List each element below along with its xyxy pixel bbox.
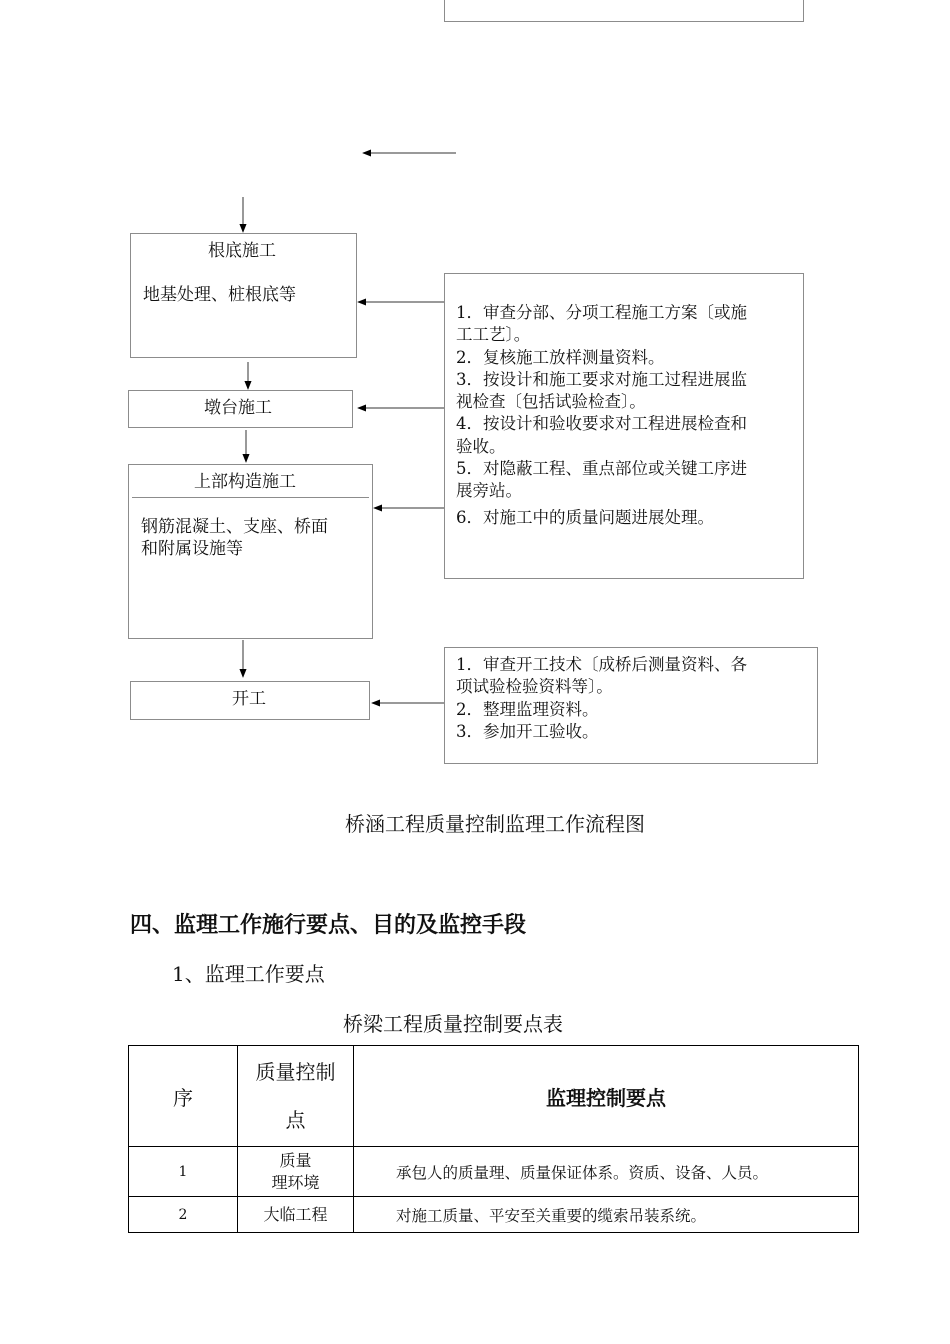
note-line: 验收。 [456, 436, 506, 456]
note-line: 工工艺〕。 [456, 325, 531, 345]
superstructure-detail-1: 钢筋混凝土、支座、桥面 [141, 517, 328, 537]
pier-title: 墩台施工 [204, 398, 272, 418]
start-notes-box [444, 647, 818, 764]
table-title: 桥梁工程质量控制要点表 [343, 1012, 563, 1036]
construction-notes-box [444, 273, 804, 579]
note-line: 视检查〔包括试验检查〕。 [456, 392, 646, 412]
foundation-box [130, 233, 357, 358]
row-point [238, 1147, 354, 1197]
start-box [130, 681, 370, 720]
foundation-detail: 地基处理、桩根底等 [143, 285, 296, 305]
note-line: 5．对隐蔽工程、重点部位或关键工序进 [456, 459, 747, 479]
table-header-row [129, 1046, 859, 1147]
pier-box [128, 390, 353, 428]
row-key: 承包人的质量理、质量保证体系。资质、设备、人员。 [354, 1147, 859, 1197]
note-line: 1．审查分部、分项工程施工方案〔或施 [456, 303, 747, 322]
note-line: 项试验检验资料等〕。 [456, 677, 613, 697]
row-point-line1: 质量 [279, 1150, 312, 1170]
start-notes-list [456, 654, 747, 743]
note-line: 4．按设计和验收要求对工程进展检查和 [456, 414, 747, 434]
quality-control-table [128, 1045, 859, 1233]
section-heading: 四、监理工作施行要点、目的及监控手段 [130, 913, 527, 938]
header-point [238, 1046, 354, 1147]
row-key: 对施工质量、平安至关重要的缆索吊装系统。 [354, 1197, 859, 1233]
foundation-title: 根底施工 [208, 241, 276, 261]
row-point: 大临工程 [238, 1197, 354, 1233]
construction-notes-list [456, 302, 747, 529]
row-seq: 2 [129, 1197, 238, 1233]
section-subheading: 1、监理工作要点 [172, 962, 325, 986]
note-line: 2．复核施工放样测量资料。 [456, 347, 665, 367]
superstructure-detail-2: 和附属设施等 [141, 539, 243, 559]
note-line: 2．整理监理资料。 [456, 699, 599, 719]
row-point-line2: 理环境 [271, 1172, 320, 1192]
note-line: 展旁站。 [456, 481, 522, 501]
superstructure-title: 上部构造施工 [194, 472, 296, 492]
superstructure-divider [132, 497, 369, 498]
superstructure-box [128, 464, 373, 639]
header-point-line2: 点 [285, 1108, 306, 1132]
note-line: 1．审查开工技术〔成桥后测量资料、各 [456, 655, 747, 674]
row-seq: 1 [129, 1147, 238, 1197]
note-line: 6．对施工中的质量问题进展处理。 [456, 507, 714, 527]
header-key: 监理控制要点 [354, 1046, 859, 1147]
note-line: 3．按设计和施工要求对施工过程进展监 [456, 369, 747, 389]
start-title: 开工 [232, 689, 266, 709]
table-row [129, 1147, 859, 1197]
header-seq: 序 [129, 1046, 238, 1147]
header-point-line1: 质量控制 [255, 1060, 336, 1084]
note-line: 3．参加开工验收。 [456, 721, 599, 741]
table-row [129, 1197, 859, 1233]
flowchart-caption: 桥涵工程质量控制监理工作流程图 [345, 812, 645, 836]
